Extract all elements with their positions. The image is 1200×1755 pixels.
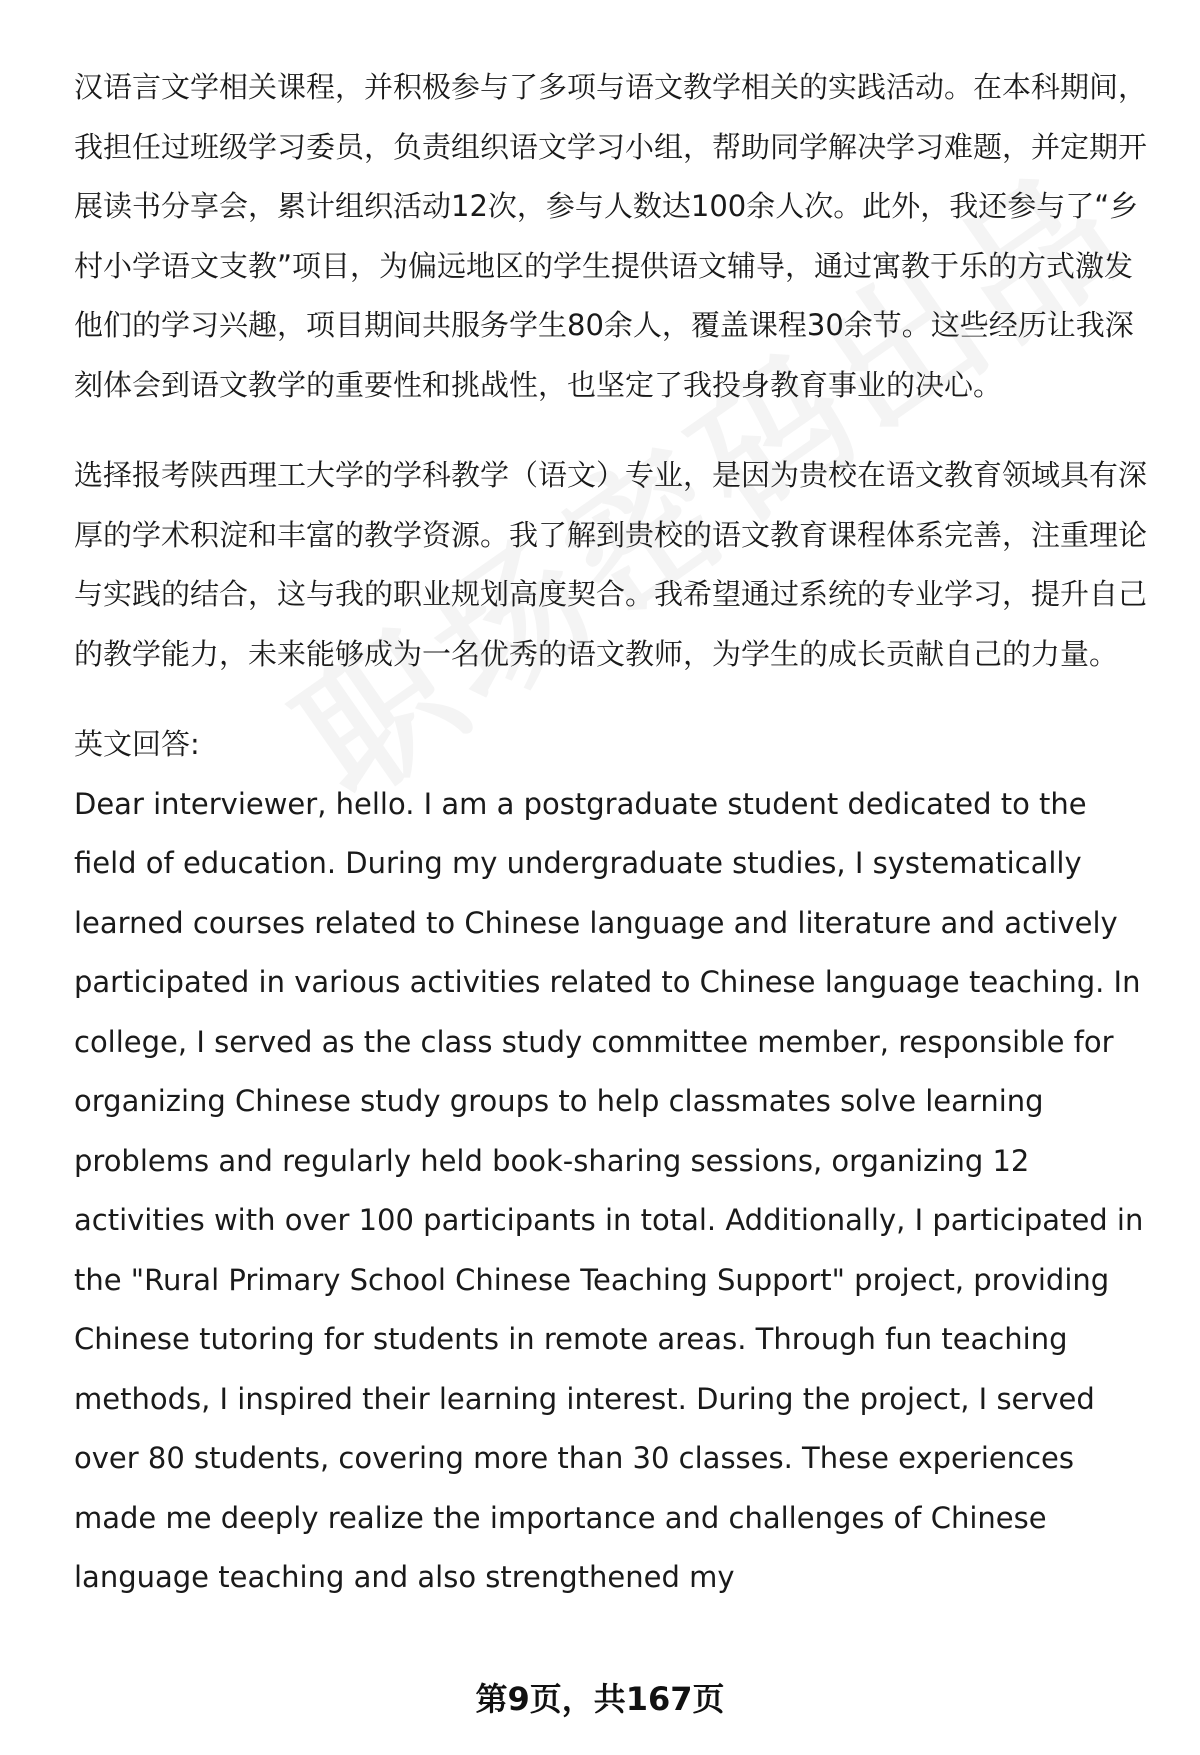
paragraph-motivation: 选择报考陕西理工大学的学科教学（语文）专业，是因为贵校在语文教育领域具有深厚的学术积淀和丰富的教学资源。我了解到贵校的语文教育课程体系完善，注重理论与实践的结合，这与我的职业规划高度契合。我希望通过系统的专业学习，提升自己的教学能力，未来能够成为一名优秀的语文教师，为学生的成长贡献自己的力量。 [74,458,1148,671]
paragraph-experience: 汉语言文学相关课程，并积极参与了多项与语文教学相关的实践活动。在本科期间，我担任过班级学习委员，负责组织语文学习小组，帮助同学解决学习难题，并定期开展读书分享会，累计组织活动12次，参与人数达100余人次。此外，我还参与了“乡村小学语文支教”项目，为偏远地区的学生提供语文辅导，通过寓教于乐的方式激发他们的学习兴趣，项目期间共服务学生80余人，覆盖课程30余节。这些经历让我深刻体会到语文教学的重要性和挑战性，也坚定了我投身教育事业的决心。 [74,70,1148,402]
english-answer-text: Dear interviewer, hello. I am a postgraduate student dedicated to the field of education. During my undergraduate studies, I systematically learned courses related to Chinese language and literature and actively participated in various activities related to Chinese language teaching. In college, I served as the class study committee member, responsible for organizing Chinese study groups to help classmates solve learning problems and regularly held book-sharing sessions, organizing 12 activities with over 100 participants in total. Additionally, I participated in the "Rural Primary School Chinese Teaching Support" project, providing Chinese tutoring for students in remote areas. Through fun teaching methods, I inspired their learning interest. During the project, I served over 80 students, covering more than 30 classes. These experiences made me deeply realize the importance and challenges of Chinese language teaching and also strengthened my [74,786,1144,1594]
document-body [74,58,1154,1608]
english-answer-label: 英文回答: [74,727,200,761]
page-number: 第9页，共167页 [475,1680,725,1718]
